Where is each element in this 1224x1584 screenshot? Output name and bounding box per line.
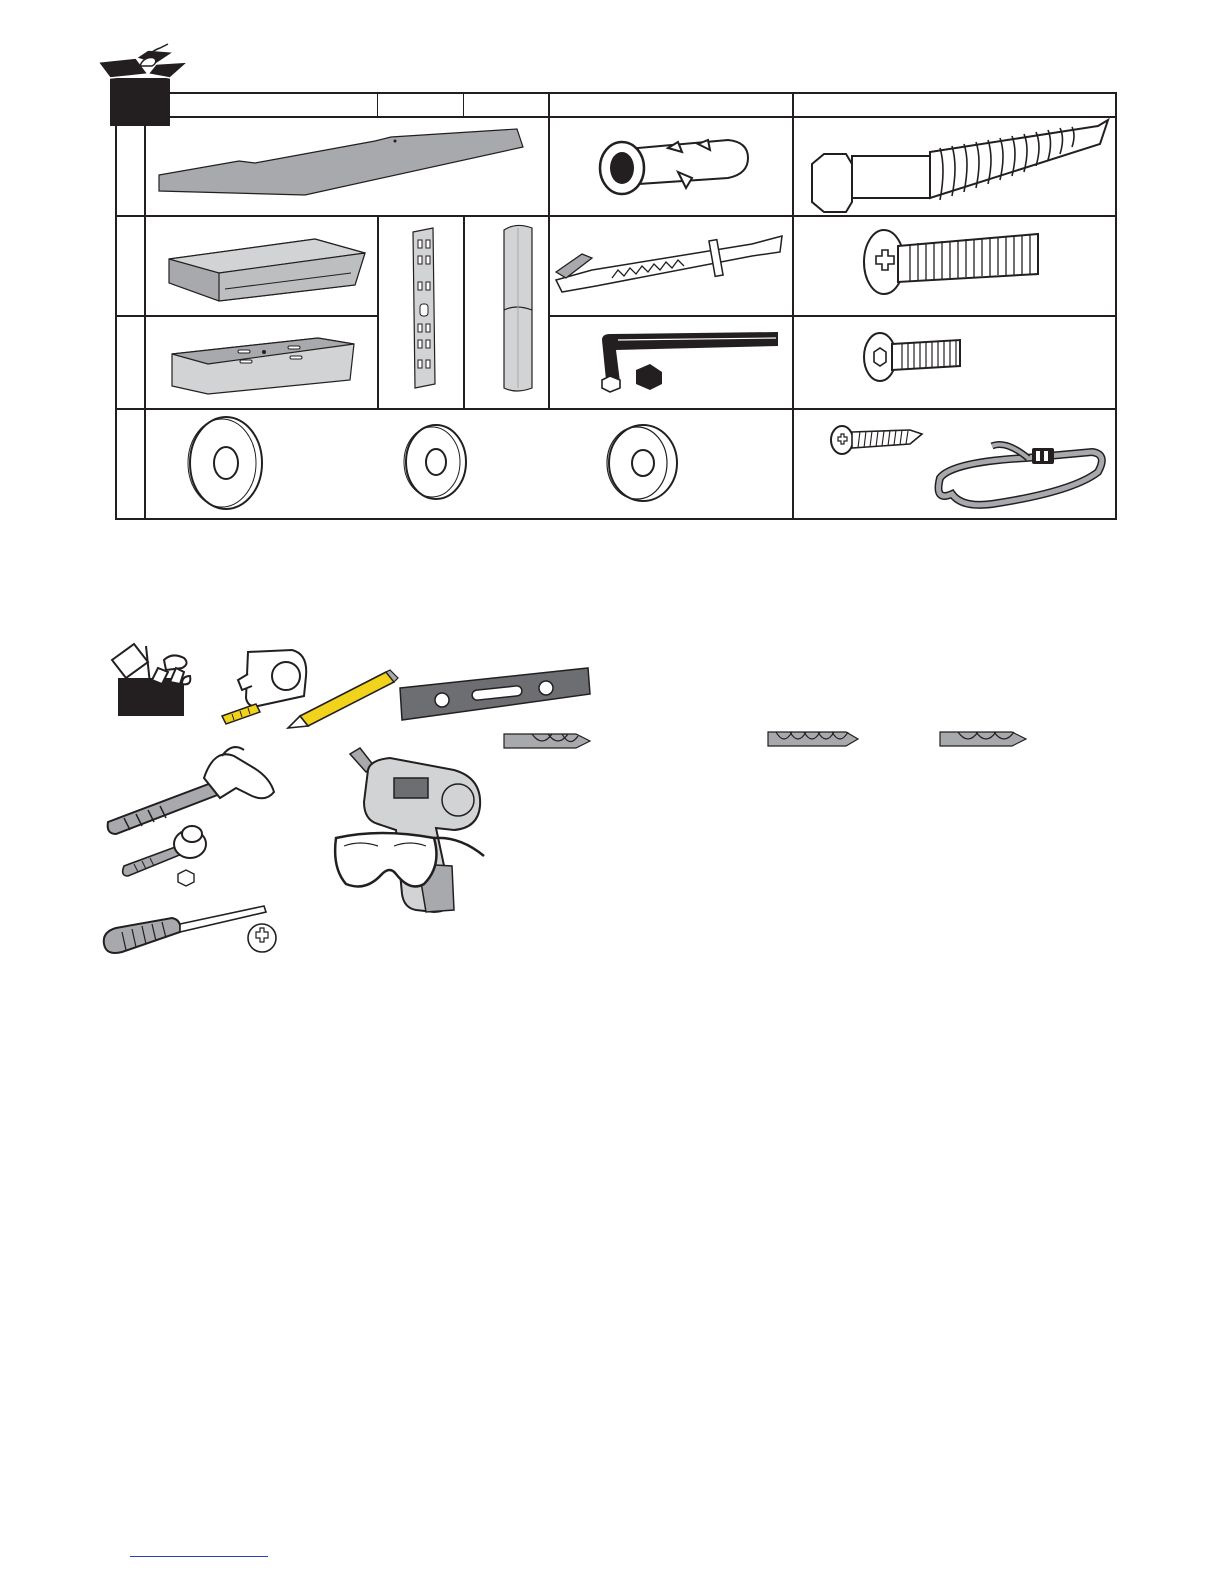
col-divider-standard <box>377 215 379 408</box>
pencil-image <box>286 670 400 730</box>
drill-bit-3-image <box>938 728 1028 750</box>
drill-bit-2-image <box>766 728 860 750</box>
col-divider-cover <box>463 215 465 408</box>
drywall-anchor-image <box>598 128 758 208</box>
drill-bit-1-image <box>502 730 592 752</box>
safety-strap-image <box>932 438 1108 512</box>
anchor-setting-tool-image <box>552 232 786 294</box>
row-divider-3 <box>115 408 1117 410</box>
header-divider-2 <box>463 92 464 117</box>
washer-medium-image <box>402 422 468 502</box>
washer-large-image <box>186 414 264 512</box>
level-image <box>398 666 592 722</box>
screwdriver-image <box>100 904 286 962</box>
wood-screw-image <box>828 422 924 458</box>
header-divider-1 <box>377 92 378 117</box>
shelf-tray-image <box>165 233 370 305</box>
phillips-bolt-long-image <box>862 226 1040 298</box>
standard-cover-image <box>498 224 538 394</box>
row-divider-2b <box>548 315 1117 317</box>
row-label-divider <box>144 116 146 520</box>
socket-wrench-image <box>120 820 216 890</box>
footer-link[interactable] <box>130 1556 268 1557</box>
header-divider-4 <box>792 92 794 520</box>
shelf-panel-image <box>155 125 535 205</box>
toolbox-icon <box>108 640 194 720</box>
shelf-bracket-image <box>168 334 360 396</box>
vertical-standard-image <box>405 228 445 390</box>
safety-glasses-image <box>330 826 486 896</box>
washer-thick-image <box>605 422 681 504</box>
row-divider-2a <box>115 315 377 317</box>
header-divider-3 <box>548 92 550 408</box>
socket-head-bolt-image <box>862 330 964 384</box>
hex-key-image <box>592 328 784 400</box>
lag-bolt-image <box>808 116 1116 220</box>
